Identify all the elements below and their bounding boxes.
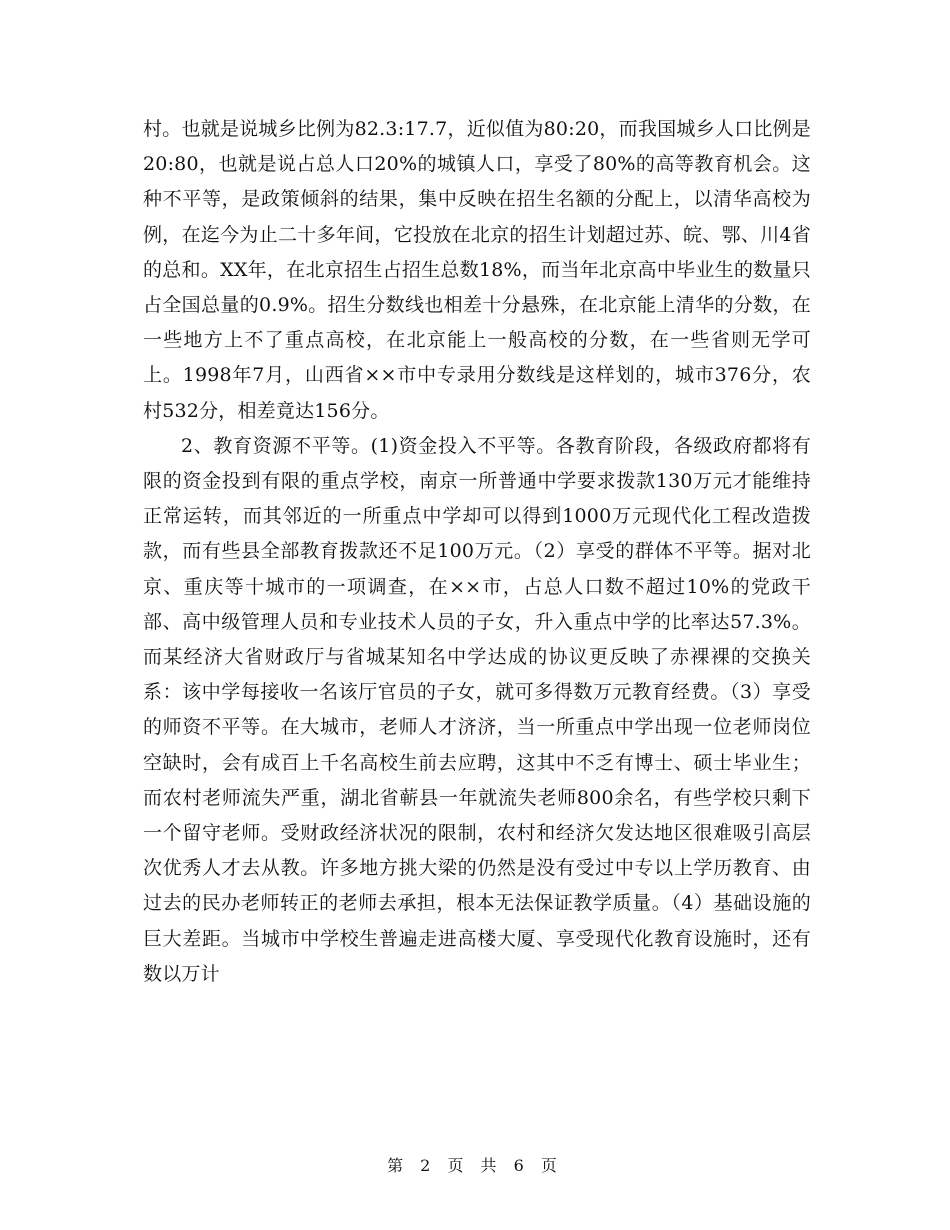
- paragraph-enrollment-inequality: 村。也就是说城乡比例为82.3:17.7，近似值为80:20，而我国城乡人口比例是20:80，也就是说占总人口20%的城镇人口，享受了80%的高等教育机会。这种不平等，是政策倾斜的结果，集中反映在招生名额的分配上，以清华高校为例，在迄今为止二十多年间，它投放在北京的招生计划超过苏、皖、鄂、川4省的总和。XX年，在北京招生占招生总数18%，而当年北京高中毕业生的数量只占全国总量的0.9%。招生分数线也相差十分悬殊，在北京能上清华的分数，在一些地方上不了重点高校，在北京能上一般高校的分数，在一些省则无学可上。1998年7月，山西省××市中专录用分数线是这样划的，城市376分，农村532分，相差竟达156分。: [143, 118, 811, 422]
- paragraph-education-resources: 2、教育资源不平等。(1)资金投入不平等。各教育阶段，各级政府都将有限的资金投到有限的重点学校，南京一所普通中学要求拨款130万元才能维持正常运转，而其邻近的一所重点中学却可以得到1000万元现代化工程改造拨款，而有些县全部教育拨款还不足100万元。（2）享受的群体不平等。据对北京、重庆等十城市的一项调查，在××市，占总人口数不超过10%的党政干部、高中级管理人员和专业技术人员的子女，升入重点中学的比率达57.3%。而某经济大省财政厅与省城某知名中学达成的协议更反映了赤裸裸的交换关系：该中学每接收一名该厅官员的子女，就可多得数万元教育经费。（3）享受的师资不平等。在大城市，老师人才济济，当一所重点中学出现一位老师岗位空缺时，会有成百上千名高校生前去应聘，这其中不乏有博士、硕士毕业生；而农村老师流失严重，湖北省蕲县一年就流失老师800余名，有些学校只剩下一个留守老师。受财政经济状况的限制，农村和经济欠发达地区很难吸引高层次优秀人才去从教。许多地方挑大梁的仍然是没有受过中专以上学历教育、由过去的民办老师转正的老师去承担，根本无法保证教学质量。（4）基础设施的巨大差距。当城市中学校生普遍走进高楼大厦、享受现代化教育设施时，还有数以万计: [143, 434, 811, 985]
- document-body: [143, 112, 811, 992]
- page-number-footer: 第 2 页 共 6 页: [387, 1156, 563, 1175]
